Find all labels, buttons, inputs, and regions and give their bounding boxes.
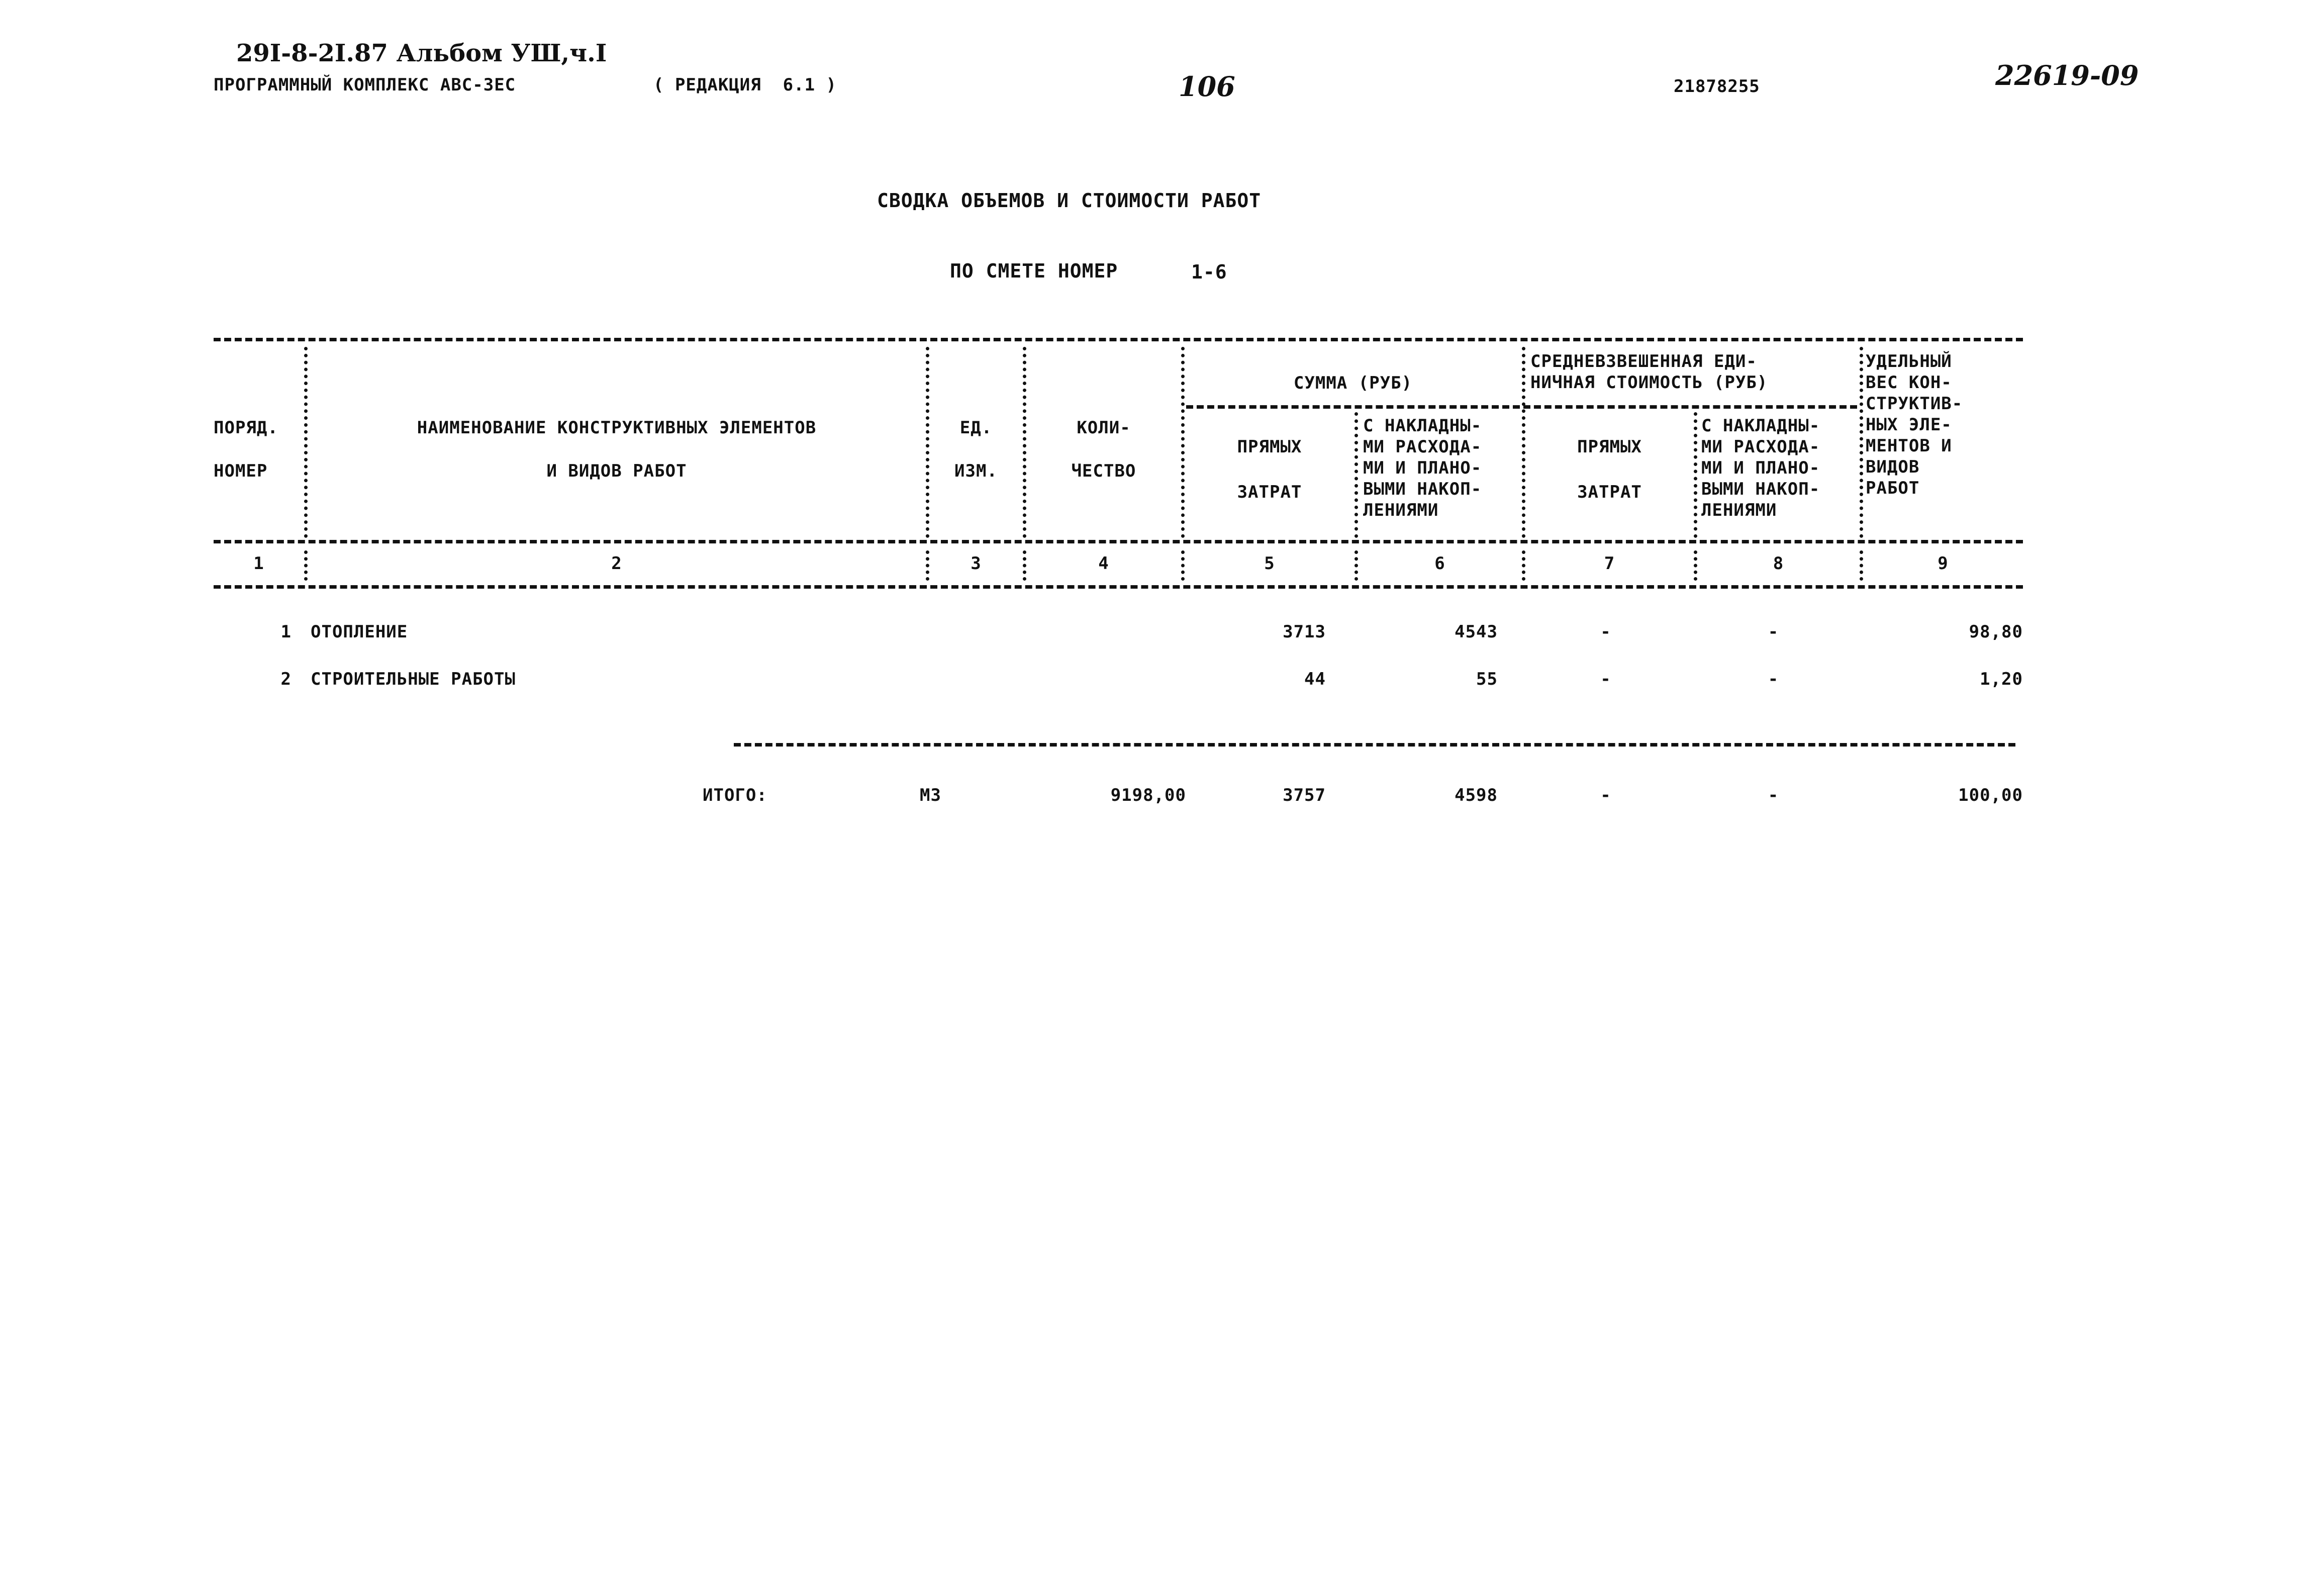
row-avg-direct: -	[1600, 622, 1611, 642]
column-number: 8	[1773, 553, 1784, 574]
header-name-line1: НАИМЕНОВАНИЕ КОНСТРУКТИВНЫХ ЭЛЕМЕНТОВ	[417, 418, 817, 438]
header-sum-overhead-line5: ЛЕНИЯМИ	[1363, 500, 1439, 520]
header-avg-direct-line2: ЗАТРАТ	[1577, 482, 1642, 502]
estimate-label: ПО СМЕТЕ НОМЕР	[950, 260, 1118, 282]
header-sum-group: СУММА (РУБ)	[1293, 373, 1413, 393]
row-avg-direct: -	[1600, 669, 1611, 689]
header-sum-direct-line2: ЗАТРАТ	[1237, 482, 1302, 502]
row-number: 1	[280, 622, 292, 642]
row-direct: 3713	[1283, 622, 1326, 642]
row-overhead: 55	[1476, 669, 1498, 689]
header-avg-direct-line1: ПРЯМЫХ	[1577, 437, 1642, 457]
program-edition: ( РЕДАКЦИЯ 6.1 )	[653, 75, 837, 95]
column-number: 4	[1098, 553, 1109, 574]
header-avg-group-line2: НИЧНАЯ СТОИМОСТЬ (РУБ)	[1530, 373, 1768, 393]
column-number: 7	[1604, 553, 1615, 574]
row-avg-overhead: -	[1768, 622, 1779, 642]
header-weight-line4: НЫХ ЭЛЕ-	[1866, 415, 1952, 435]
header-weight-line3: СТРУКТИВ-	[1866, 394, 1963, 414]
total-avg-overhead: -	[1768, 785, 1779, 805]
header-sum-overhead-line2: МИ РАСХОДА-	[1363, 437, 1482, 457]
header-avg-overhead-line1: С НАКЛАДНЫ-	[1701, 416, 1820, 436]
header-order-line1: ПОРЯД.	[214, 418, 278, 438]
total-avg-direct: -	[1600, 785, 1611, 805]
total-direct: 3757	[1283, 785, 1326, 805]
row-direct: 44	[1304, 669, 1326, 689]
header-avg-overhead-line5: ЛЕНИЯМИ	[1701, 500, 1777, 520]
row-avg-overhead: -	[1768, 669, 1779, 689]
header-sum-overhead-line3: МИ И ПЛАНО-	[1363, 458, 1482, 478]
column-number: 6	[1434, 553, 1445, 574]
total-weight: 100,00	[1958, 785, 2023, 805]
column-number: 5	[1264, 553, 1275, 574]
row-number: 2	[280, 669, 292, 689]
header-avg-group-line1: СРЕДНЕВЗВЕШЕННАЯ ЕДИ-	[1530, 351, 1757, 372]
column-number: 1	[253, 553, 264, 574]
row-name: ОТОПЛЕНИЕ	[311, 622, 408, 642]
column-number: 9	[1938, 553, 1949, 574]
document-title: СВОДКА ОБЪЕМОВ И СТОИМОСТИ РАБОТ	[877, 190, 1262, 212]
header-sum-overhead-line1: С НАКЛАДНЫ-	[1363, 416, 1482, 436]
row-overhead: 4543	[1455, 622, 1498, 642]
total-unit: М3	[920, 785, 941, 805]
row-weight: 1,20	[1980, 669, 2023, 689]
header-weight-line1: УДЕЛЬНЫЙ	[1866, 351, 1952, 372]
header-qty-line2: ЧЕСТВО	[1071, 461, 1136, 481]
header-avg-overhead-line3: МИ И ПЛАНО-	[1701, 458, 1820, 478]
program-name: ПРОГРАММНЫЙ КОМПЛЕКС АВС-3ЕС	[214, 75, 516, 95]
header-weight-line2: ВЕС КОН-	[1866, 373, 1952, 393]
total-quantity: 9198,00	[1110, 785, 1186, 805]
row-weight: 98,80	[1969, 622, 2023, 642]
header-qty-line1: КОЛИ-	[1077, 418, 1131, 438]
header-avg-overhead-line4: ВЫМИ НАКОП-	[1701, 479, 1820, 499]
header-weight-line5: МЕНТОВ И	[1866, 436, 1952, 456]
header-weight-line7: РАБОТ	[1866, 478, 1920, 498]
header-name-line2: И ВИДОВ РАБОТ	[546, 461, 687, 481]
header-sum-overhead-line4: ВЫМИ НАКОП-	[1363, 479, 1482, 499]
column-number: 2	[611, 553, 622, 574]
document-code: 21878255	[1674, 76, 1760, 97]
estimate-number: 1-6	[1191, 261, 1227, 283]
total-label: ИТОГО:	[703, 785, 767, 805]
total-overhead: 4598	[1455, 785, 1498, 805]
album-reference: 29I-8-2I.87 Альбом УШ,ч.I	[236, 39, 607, 67]
row-name: СТРОИТЕЛЬНЫЕ РАБОТЫ	[311, 669, 516, 689]
stamp-number: 22619-09	[1995, 59, 2139, 91]
header-order-line2: НОМЕР	[214, 461, 268, 481]
header-unit-line1: ЕД.	[959, 418, 993, 438]
header-unit-line2: ИЗМ.	[954, 461, 998, 481]
header-weight-line6: ВИДОВ	[1866, 457, 1920, 477]
column-number: 3	[971, 553, 982, 574]
page-number: 106	[1179, 70, 1235, 103]
header-avg-overhead-line2: МИ РАСХОДА-	[1701, 437, 1820, 457]
header-sum-direct-line1: ПРЯМЫХ	[1237, 437, 1302, 457]
